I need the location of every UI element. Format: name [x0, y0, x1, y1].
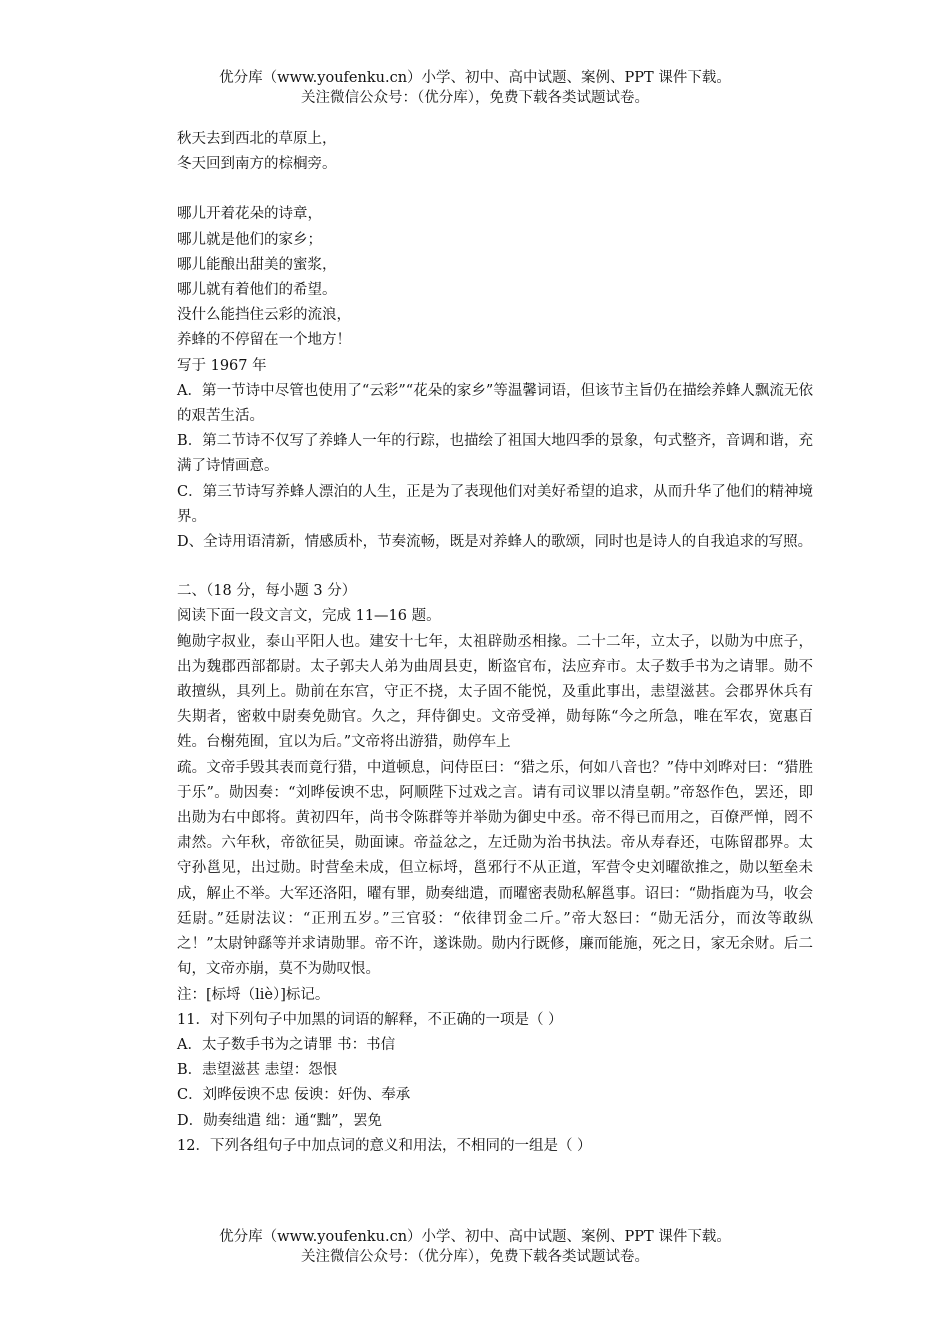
poem-line: 哪儿开着花朵的诗章，: [177, 206, 322, 223]
classical-passage-part-2: 疏。文帝手毁其表而竟行猎，中道顿息，问侍臣曰：“猎之乐，何如八音也？”侍中刘晔对曰：“猎胜于乐”。勋因奏：“刘晔佞谀不忠，阿顺陛下过戏之言。请有司议罪以清皇朝。”帝怒作色，罢还，即出勋为右中郎将。黄初四年，尚书令陈群等并举勋为御史中丞。帝不得已而用之，百僚严惮，罔不肃然。六年秋，帝欲征吴，勋面谏。帝益忿之，左迁勋为治书执法。帝从寿春还，屯陈留郡界。太守孙邕见，出过勋。时营垒未成，但立标埒，邕邪行不从正道，军营令史刘曜欲推之，勋以堑垒未成，解止不举。大军还洛阳，曜有罪，勋奏绌遣，而曜密表勋私解邕事。诏曰：“勋指鹿为马，收会廷尉。”廷尉法议：“正刑五岁。”三官驳：“依律罚金二斤。”帝大怒曰：“勋无活分，而汝等敢纵之！”太尉钟繇等并求请勋罪。帝不许，遂诛勋。勋内行既修，廉而能施，死之日，家无余财。后二旬，文帝亦崩，莫不为勋叹恨。: [177, 759, 813, 978]
header-line-1: 优分库（www.youfenku.cn）小学、初中、高中试题、案例、PPT 课件下载。: [219, 70, 731, 86]
section-gap: [177, 555, 813, 579]
section-heading: 二、（18 分，每小题 3 分）: [177, 583, 357, 600]
stanza-gap: [177, 177, 813, 202]
page-header: [0, 68, 950, 108]
poem-line: 冬天回到南方的棕榈旁。: [177, 156, 337, 173]
q11-option-b: B．恚望滋甚 恚望：怨恨: [177, 1062, 338, 1079]
q12-stem: 12．下列各组句子中加点词的意义和用法，不相同的一组是（ ）: [177, 1137, 592, 1154]
section-instruction: 阅读下面一段文言文，完成 11—16 题。: [177, 608, 441, 625]
q11-option-a: A．太子数手书为之请罪 书：书信: [177, 1036, 396, 1053]
poem-line: 哪儿能酿出甜美的蜜浆，: [177, 256, 337, 273]
q11-stem: 11．对下列句子中加黑的词语的解释，不正确的一项是（ ）: [177, 1011, 563, 1028]
q10-option-b: B．第二节诗不仅写了养蜂人一年的行踪，也描绘了祖国大地四季的景象，句式整齐，音调和谐，充满了诗情画意。: [177, 433, 813, 475]
passage-note: 注：[标埒（liè）]标记。: [177, 986, 330, 1003]
poem-line: 没什么能挡住云彩的流浪，: [177, 307, 351, 324]
document-body: [177, 127, 813, 1159]
q10-option-d: D、全诗用语清新，情感质朴，节奏流畅，既是对养蜂人的歌颂，同时也是诗人的自我追求的写照。: [177, 534, 813, 551]
poem-line: 哪儿就是他们的家乡；: [177, 231, 322, 248]
header-line-2: 关注微信公众号：（优分库），免费下载各类试题试卷。: [301, 90, 649, 106]
poem-line: 哪儿就有着他们的希望。: [177, 282, 337, 299]
q11-option-d: D．勋奏绌遣 绌：通“黜”，罢免: [177, 1112, 383, 1129]
footer-line-2: 关注微信公众号：（优分库），免费下载各类试题试卷。: [301, 1249, 649, 1265]
q11-option-c: C．刘晔佞谀不忠 佞谀：奸伪、奉承: [177, 1087, 411, 1104]
poem-date: 写于 1967 年: [177, 357, 267, 374]
footer-line-1: 优分库（www.youfenku.cn）小学、初中、高中试题、案例、PPT 课件下载。: [219, 1229, 731, 1245]
page-footer: [0, 1227, 950, 1267]
q10-option-c: C．第三节诗写养蜂人漂泊的人生，正是为了表现他们对美好希望的追求，从而升华了他们的精神境界。: [177, 483, 813, 525]
poem-line: 秋天去到西北的草原上，: [177, 131, 337, 147]
poem-line: 养蜂的不停留在一个地方！: [177, 332, 351, 349]
q10-option-a: A．第一节诗中尽管也使用了“云彩”“花朵的家乡”等温馨词语，但该节主旨仍在描绘养蜂人飘流无依的艰苦生活。: [177, 382, 813, 425]
classical-passage-part-1: 鲍勋字叔业，泰山平阳人也。建安十七年，太祖辟勋丞相掾。二十二年，立太子，以勋为中庶子，出为魏郡西部都尉。太子郭夫人弟为曲周县吏，断盗官布，法应弃市。太子数手书为之请罪。勋不敢擅纵，具列上。勋前在东宫，守正不挠，太子固不能悦，及重此事出，恚望滋甚。会郡界休兵有失期者，密敕中尉奏免勋官。久之，拜侍御史。文帝受禅，勋每陈“今之所急，唯在军农，宽惠百姓。台榭苑囿，宜以为后。”文帝将出游猎，勋停车上: [177, 633, 813, 751]
